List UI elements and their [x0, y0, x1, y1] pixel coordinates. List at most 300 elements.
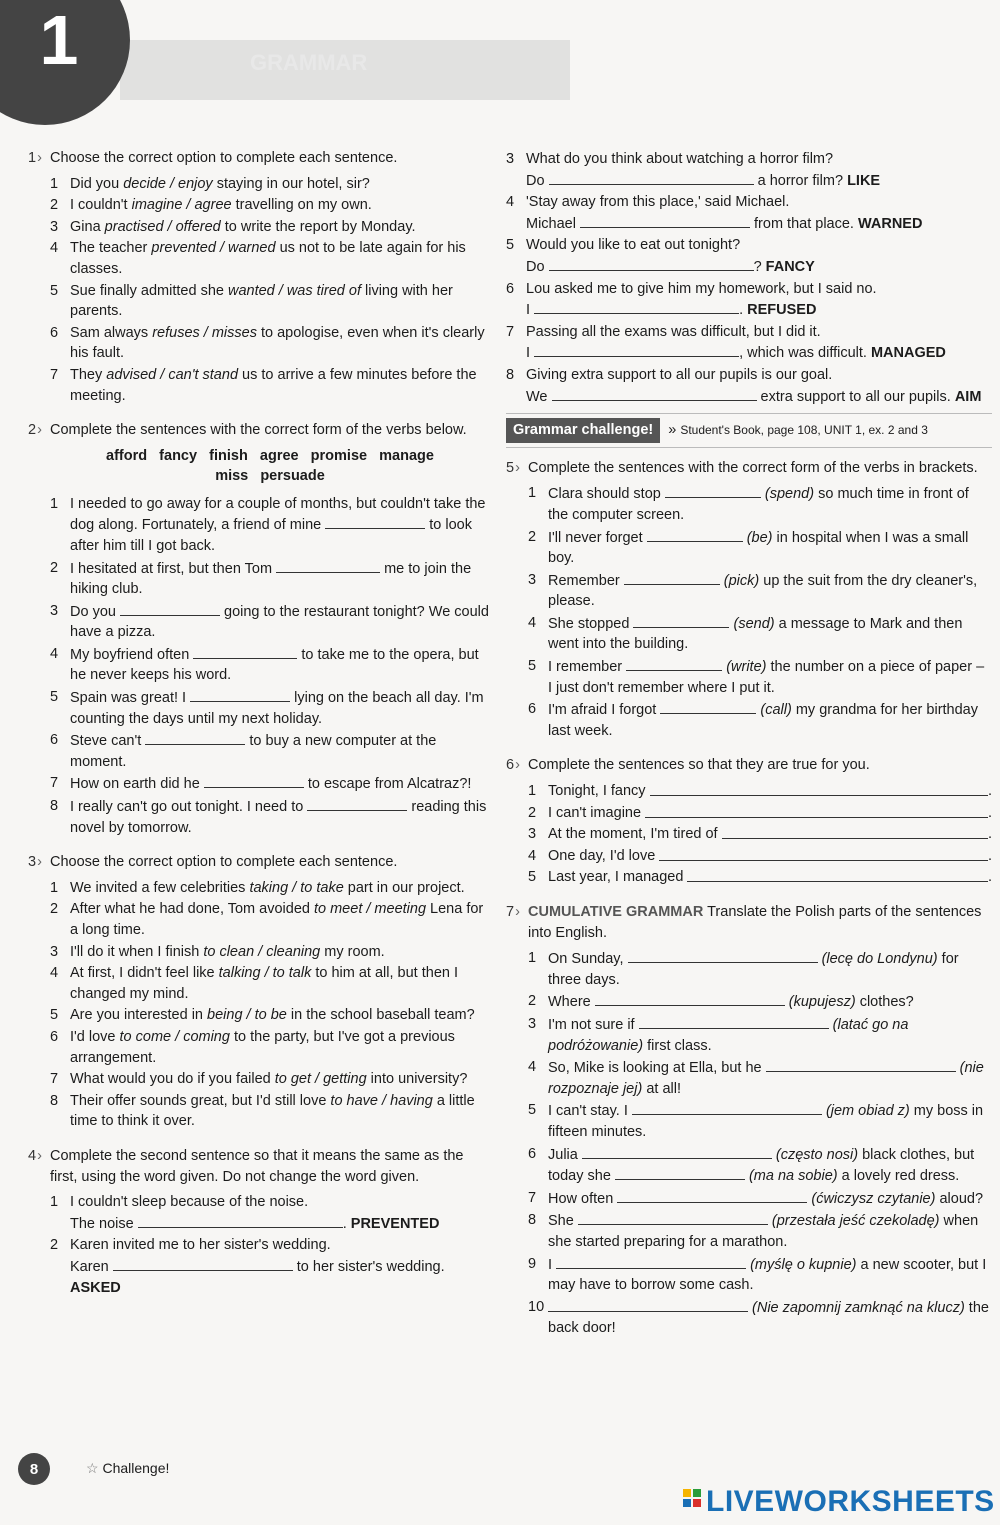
verb-in-brackets: (be) [746, 529, 773, 546]
exercise-item [506, 279, 992, 321]
item-text [70, 687, 490, 729]
sentence-end: up the suit from the dry cleaner's, please. [548, 572, 978, 610]
item-number: 4 [528, 847, 537, 864]
key-word: ASKED [70, 1279, 121, 1296]
sentence-start: What would you do if you failed [70, 1071, 275, 1088]
sentence-end: a lovely red dress. [837, 1168, 960, 1185]
item-number: 1 [528, 950, 537, 967]
answer-blank[interactable] [722, 824, 988, 839]
item-number: 9 [528, 1255, 537, 1272]
sentence-end: for three days. [548, 951, 959, 988]
exercise-2 [28, 420, 490, 838]
sentence-start: Spain was great! I [70, 690, 191, 707]
item-number: 3 [50, 943, 59, 960]
item-number: 7 [50, 366, 59, 383]
option-choice[interactable]: to come / coming [119, 1028, 230, 1045]
item-number: 6 [50, 732, 59, 749]
sentence-start: Sam always [70, 324, 153, 341]
sentence-end: us not to be late again for his classes. [70, 240, 466, 277]
option-choice[interactable]: advised / can't stand [106, 366, 239, 383]
item-text [548, 699, 992, 741]
exercise-instruction: Complete the sentences so that they are true for you. [528, 757, 870, 774]
answer-blank[interactable] [193, 644, 297, 659]
sentence-start: My boyfriend often [70, 646, 194, 663]
item-text [70, 878, 490, 899]
sentence-dot: . [987, 847, 992, 864]
polish-phrase: (myślę o kupnie) [750, 1256, 857, 1273]
sentence-end: a horror film? [753, 172, 848, 189]
item-number: 2 [50, 901, 59, 918]
answer-blank[interactable] [595, 991, 785, 1006]
exercise-item [528, 656, 992, 698]
exercise-item [528, 1254, 992, 1296]
item-number: 10 [528, 1298, 545, 1315]
option-choice[interactable]: decide / enjoy [123, 175, 213, 192]
exercise-item [528, 867, 992, 888]
item-text [526, 365, 992, 407]
option-choice[interactable]: imagine / agree [131, 197, 232, 214]
item-number: 2 [50, 1237, 59, 1254]
exercise-item [50, 796, 490, 838]
sentence-end: to her sister's wedding. [292, 1258, 445, 1275]
exercise-item [528, 1297, 992, 1339]
exercise-item [50, 942, 490, 963]
original-sentence: Would you like to eat out tonight? [526, 237, 741, 254]
exercise-item [506, 149, 992, 191]
exercise-item [528, 948, 992, 990]
sentence-end: to write the report by Monday. [220, 218, 416, 235]
item-text [70, 558, 490, 600]
option-choice[interactable]: to get / getting [274, 1071, 367, 1088]
sentence-end: . [342, 1215, 351, 1232]
grammar-challenge-bar [506, 413, 992, 448]
polish-phrase: (przestała jeść czekoladę) [771, 1213, 940, 1230]
item-text [548, 867, 992, 888]
sentence-start: At the moment, I'm tired of [548, 826, 718, 843]
answer-blank[interactable] [138, 1213, 343, 1228]
sentence-start: I hesitated at first, but then Tom [70, 560, 277, 577]
item-number: 3 [528, 1015, 537, 1032]
verb-in-brackets: (call) [760, 702, 792, 719]
exercise-instruction: Complete the sentences with the correct form of the verbs below. [50, 422, 467, 439]
key-word: REFUSED [747, 302, 817, 319]
book-reference: Student's Book, page 108, UNIT 1, ex. 2 and 3 [680, 423, 928, 438]
rewrite-line [526, 342, 992, 364]
answer-blank[interactable] [204, 773, 304, 788]
item-number: 6 [506, 280, 515, 297]
exercise-item [50, 899, 490, 940]
sentence-end: in hospital when I was a small boy. [548, 529, 969, 567]
item-text [548, 527, 992, 569]
exercise-7 [506, 902, 992, 1339]
answer-blank[interactable] [307, 796, 407, 811]
answer-blank[interactable] [582, 1144, 772, 1159]
item-number: 1 [50, 879, 59, 896]
exercise-number: 1 › [28, 148, 50, 169]
sentence-start: I really can't go out tonight. I need to [70, 799, 308, 816]
exercise-item [50, 281, 490, 322]
polish-phrase: (kupujesz) [788, 994, 856, 1011]
exercise-6 [506, 755, 992, 888]
arrow-icon: » [668, 422, 677, 439]
sentence-end: to look after him till I got back. [70, 517, 472, 554]
item-text [548, 1014, 992, 1056]
item-text [70, 601, 490, 643]
exercise-item [528, 1188, 992, 1210]
exercise-number: 7 › [506, 902, 528, 923]
item-number: 6 [50, 324, 59, 341]
key-word: PREVENTED [350, 1215, 440, 1232]
item-text [70, 1069, 490, 1090]
key-word: WARNED [858, 215, 923, 232]
challenge-legend-label: Challenge! [102, 1460, 170, 1476]
item-text [70, 796, 490, 838]
item-number: 4 [50, 240, 59, 257]
item-number: 8 [50, 798, 59, 815]
sentence-start: Are you interested in [70, 1007, 208, 1024]
sentence-start: Remember [548, 572, 624, 589]
exercise-item [528, 699, 992, 741]
cumulative-grammar-tag: CUMULATIVE GRAMMAR [528, 904, 704, 920]
original-sentence: Passing all the exams was difficult, but I did it. [526, 323, 821, 340]
item-text [548, 948, 992, 990]
answer-blank[interactable] [687, 867, 988, 882]
item-number: 3 [528, 571, 537, 588]
exercise-item [50, 217, 490, 238]
sentence-end: Lena for a long time. [70, 901, 484, 938]
sentence-start: Karen [70, 1258, 113, 1275]
sentence-start: I [548, 1256, 557, 1273]
answer-blank[interactable] [580, 213, 750, 228]
sentence-start: We [526, 388, 552, 405]
exercise-5 [506, 458, 992, 742]
exercise-item [50, 494, 490, 557]
sentence-end: to apologise, even when it's clearly his fault. [70, 324, 485, 362]
star-icon: ☆ [86, 1460, 99, 1476]
answer-blank[interactable] [552, 386, 757, 401]
item-text [70, 773, 490, 795]
sentence-start: Julia [548, 1146, 582, 1163]
item-text [70, 281, 490, 322]
answer-blank[interactable] [626, 656, 722, 671]
answer-blank[interactable] [665, 483, 761, 498]
answer-blank[interactable] [549, 256, 754, 271]
option-choice[interactable]: prevented / warned [151, 240, 276, 257]
exercise-item [50, 963, 490, 1004]
exercise-item [50, 238, 490, 279]
sentence-end: a new scooter, but I may have to borrow some cash. [548, 1256, 987, 1294]
item-number: 3 [50, 218, 59, 235]
sentence-start: I'm not sure if [548, 1016, 639, 1033]
answer-blank[interactable] [578, 1210, 768, 1225]
answer-blank[interactable] [660, 699, 756, 714]
item-text [70, 899, 490, 940]
verb-in-brackets: (pick) [723, 572, 760, 589]
rewrite-line [526, 386, 992, 408]
sentence-start: Clara should stop [548, 486, 665, 503]
answer-blank[interactable] [556, 1254, 746, 1269]
item-text [526, 192, 992, 234]
original-sentence: Giving extra support to all our pupils is our goal. [526, 366, 833, 383]
exercise-item [528, 613, 992, 655]
answer-blank[interactable] [766, 1057, 956, 1072]
item-text [70, 323, 490, 364]
sentence-end: the number on a piece of paper – I just don't remember where I put it. [548, 659, 985, 696]
sentence-start: I needed to go away for a couple of months, but couldn't take the dog along. Fortunately, a friend of mine [70, 495, 486, 534]
exercise-4 [28, 1146, 490, 1298]
option-choice[interactable]: to clean / cleaning [203, 943, 321, 960]
exercise-item [50, 773, 490, 795]
item-number: 2 [50, 197, 59, 214]
answer-blank[interactable] [645, 803, 988, 818]
item-text [70, 494, 490, 557]
exercise-number: 3 › [28, 852, 50, 873]
sentence-end: extra support to all our pupils. [756, 388, 955, 405]
answer-blank[interactable] [650, 781, 988, 796]
exercise-item [528, 824, 992, 845]
sentence-start: After what he had done, Tom avoided [70, 901, 314, 918]
answer-blank[interactable] [548, 1297, 748, 1312]
item-text [70, 1005, 490, 1026]
exercise-item [506, 235, 992, 277]
polish-phrase: (latać go na podróżowanie) [548, 1016, 909, 1054]
polish-phrase: (ćwiczysz czytanie) [811, 1190, 936, 1207]
answer-blank[interactable] [633, 613, 729, 628]
answer-blank[interactable] [617, 1188, 807, 1203]
sentence-end: ? [753, 258, 766, 275]
exercise-item [528, 1014, 992, 1056]
item-number: 2 [528, 528, 537, 545]
answer-blank[interactable] [190, 687, 290, 702]
sentence-start: I couldn't [70, 197, 132, 214]
original-sentence: I couldn't sleep because of the noise. [70, 1194, 309, 1211]
option-choice[interactable]: taking / to take [249, 879, 344, 896]
item-text [548, 846, 992, 867]
sentence-start: I can't imagine [548, 804, 642, 821]
item-number: 8 [506, 366, 515, 383]
answer-blank[interactable] [639, 1014, 829, 1029]
answer-blank[interactable] [145, 730, 245, 745]
item-number: 5 [50, 689, 59, 706]
item-text [548, 1297, 992, 1339]
item-number: 3 [528, 826, 537, 843]
item-number: 2 [528, 993, 537, 1010]
answer-blank[interactable] [113, 1256, 293, 1271]
item-text [70, 644, 490, 686]
answer-blank[interactable] [628, 948, 818, 963]
exercise-item [50, 1192, 490, 1234]
item-text [70, 238, 490, 279]
item-text [548, 1057, 992, 1099]
item-number: 1 [50, 1194, 59, 1211]
item-number: 2 [528, 804, 537, 821]
liveworksheets-logo-icon [683, 1489, 703, 1511]
option-choice[interactable]: being / to be [207, 1007, 287, 1024]
option-choice[interactable]: talking / to talk [218, 965, 312, 982]
item-text [526, 149, 992, 191]
exercise-item [528, 781, 992, 802]
item-text [70, 1091, 490, 1132]
item-text [548, 1144, 992, 1187]
sentence-end: a little time to think it over. [70, 1092, 475, 1130]
verb-in-brackets: (spend) [764, 486, 815, 503]
sentence-start: Do [526, 172, 549, 189]
answer-blank[interactable] [325, 514, 425, 529]
polish-phrase: (ma na sobie) [748, 1168, 838, 1185]
word-bank-line: afford fancy finish agree promise manage [106, 447, 434, 464]
exercise-item [528, 991, 992, 1013]
option-choice[interactable]: to have / having [330, 1092, 433, 1109]
answer-blank[interactable] [632, 1100, 822, 1115]
answer-blank[interactable] [624, 570, 720, 585]
rewrite-line [70, 1256, 490, 1298]
liveworksheets-brand: LIVEWORKSHEETS [706, 1485, 995, 1518]
exercise-item [50, 1235, 490, 1298]
answer-blank[interactable] [120, 601, 220, 616]
exercise-item [528, 570, 992, 612]
item-number: 4 [528, 1059, 537, 1076]
exercise-item [528, 1144, 992, 1187]
sentence-start: She stopped [548, 615, 634, 632]
sentence-end: first class. [643, 1037, 712, 1054]
item-text [548, 570, 992, 612]
exercise-item [528, 527, 992, 569]
sentence-start: She [548, 1213, 578, 1230]
sentence-start: Do [526, 258, 549, 275]
exercise-item [50, 174, 490, 195]
item-number: 5 [528, 869, 537, 886]
exercise-instruction-wrap [528, 902, 992, 943]
option-choice[interactable]: practised / offered [104, 218, 221, 235]
sentence-end: into university? [366, 1071, 468, 1088]
exercise-number: 2 › [28, 420, 50, 441]
sentence-start: Where [548, 994, 595, 1011]
exercise-item [528, 846, 992, 867]
sentence-end: my room. [320, 943, 385, 960]
sentence-dot: . [987, 826, 992, 843]
sentence-start: I [526, 302, 535, 319]
item-number: 5 [50, 282, 59, 299]
item-number: 4 [50, 645, 59, 662]
sentence-end: so much time in front of the computer screen. [548, 486, 969, 523]
answer-blank[interactable] [549, 170, 754, 185]
item-text [70, 1235, 490, 1298]
item-text [70, 963, 490, 1004]
rewrite-line [526, 256, 992, 278]
original-sentence: What do you think about watching a horror film? [526, 151, 834, 167]
item-text [70, 195, 490, 216]
item-number: 4 [528, 614, 537, 631]
exercise-instruction: Choose the correct option to complete each sentence. [50, 150, 398, 166]
sentence-start: I'd love [70, 1028, 120, 1045]
sentence-start: Tonight, I fancy [548, 783, 646, 800]
item-text [70, 1192, 490, 1234]
answer-blank[interactable] [276, 558, 380, 573]
item-number: 3 [506, 151, 515, 167]
sentence-end: travelling on my own. [231, 197, 372, 214]
option-choice[interactable]: wanted / was tired of [227, 282, 361, 299]
polish-phrase: (jem obiad z) [825, 1103, 910, 1120]
answer-blank[interactable] [534, 342, 739, 357]
sentence-end: living with her parents. [70, 282, 453, 320]
verb-in-brackets: (send) [733, 615, 775, 632]
sentence-start: I can't stay. I [548, 1103, 632, 1120]
sentence-end: aloud? [935, 1190, 984, 1207]
answer-blank[interactable] [534, 299, 739, 314]
exercise-number: 4 › [28, 1146, 50, 1167]
option-choice[interactable]: to meet / meeting [313, 901, 427, 918]
sentence-end: black clothes, but today she [548, 1146, 975, 1185]
sentence-end: staying in our hotel, sir? [212, 175, 370, 192]
item-number: 6 [528, 701, 537, 718]
option-choice[interactable]: refuses / misses [152, 324, 257, 341]
answer-blank[interactable] [659, 846, 988, 861]
sentence-end: my grandma for her birthday last week. [548, 702, 978, 739]
item-text [70, 365, 490, 406]
challenge-legend [86, 1460, 169, 1477]
exercise-item [528, 1100, 992, 1142]
polish-phrase: (często nosi) [775, 1146, 859, 1163]
key-word: AIM [954, 388, 982, 405]
sentence-end: lying on the beach all day. I'm counting the days until my next holiday. [70, 690, 484, 727]
sentence-end: in the school baseball team? [286, 1007, 475, 1024]
sentence-end: going to the restaurant tonight? We could have a pizza. [70, 603, 489, 641]
sentence-end: , which was difficult. [739, 345, 871, 362]
sentence-end: to escape from Alcatraz?! [303, 776, 472, 793]
item-number: 7 [50, 775, 59, 792]
sentence-end: from that place. [750, 215, 858, 232]
exercise-item [50, 1069, 490, 1090]
item-number: 7 [506, 323, 515, 340]
sentence-start: The noise [70, 1215, 138, 1232]
exercise-instruction: Choose the correct option to complete each sentence. [50, 854, 398, 871]
page-number: 8 [18, 1453, 50, 1485]
sentence-start: Gina [70, 218, 105, 235]
rewrite-line [70, 1213, 490, 1235]
sentence-start: I [526, 345, 535, 362]
item-number: 3 [50, 602, 59, 619]
sentence-start: On Sunday, [548, 951, 628, 968]
original-sentence: Lou asked me to give him my homework, but I said no. [526, 280, 877, 297]
original-sentence: 'Stay away from this place,' said Michael. [526, 194, 790, 211]
sentence-start: I remember [548, 659, 627, 676]
item-text [548, 1210, 992, 1252]
item-number: 2 [50, 559, 59, 576]
polish-phrase: (lecę do Londynu) [821, 951, 938, 968]
sentence-end: to him at all, but then I changed my mind. [70, 965, 459, 1002]
exercise-item [50, 365, 490, 406]
item-text [70, 942, 490, 963]
item-text [548, 1100, 992, 1142]
exercise-item [528, 1057, 992, 1099]
sentence-start: Michael [526, 215, 580, 232]
item-number: 4 [506, 194, 515, 211]
item-text [548, 824, 992, 845]
exercise-item [50, 1005, 490, 1026]
exercise-item [50, 687, 490, 729]
answer-blank[interactable] [615, 1165, 745, 1180]
item-text [548, 991, 992, 1013]
item-text [70, 1027, 490, 1068]
item-number: 5 [506, 237, 515, 254]
grammar-challenge-label: Grammar challenge! [506, 418, 660, 443]
right-column [506, 148, 992, 1353]
sentence-end: to buy a new computer at the moment. [70, 733, 437, 770]
exercise-item [50, 601, 490, 643]
item-number: 1 [50, 495, 59, 512]
answer-blank[interactable] [647, 527, 743, 542]
sentence-start: They [70, 366, 107, 383]
